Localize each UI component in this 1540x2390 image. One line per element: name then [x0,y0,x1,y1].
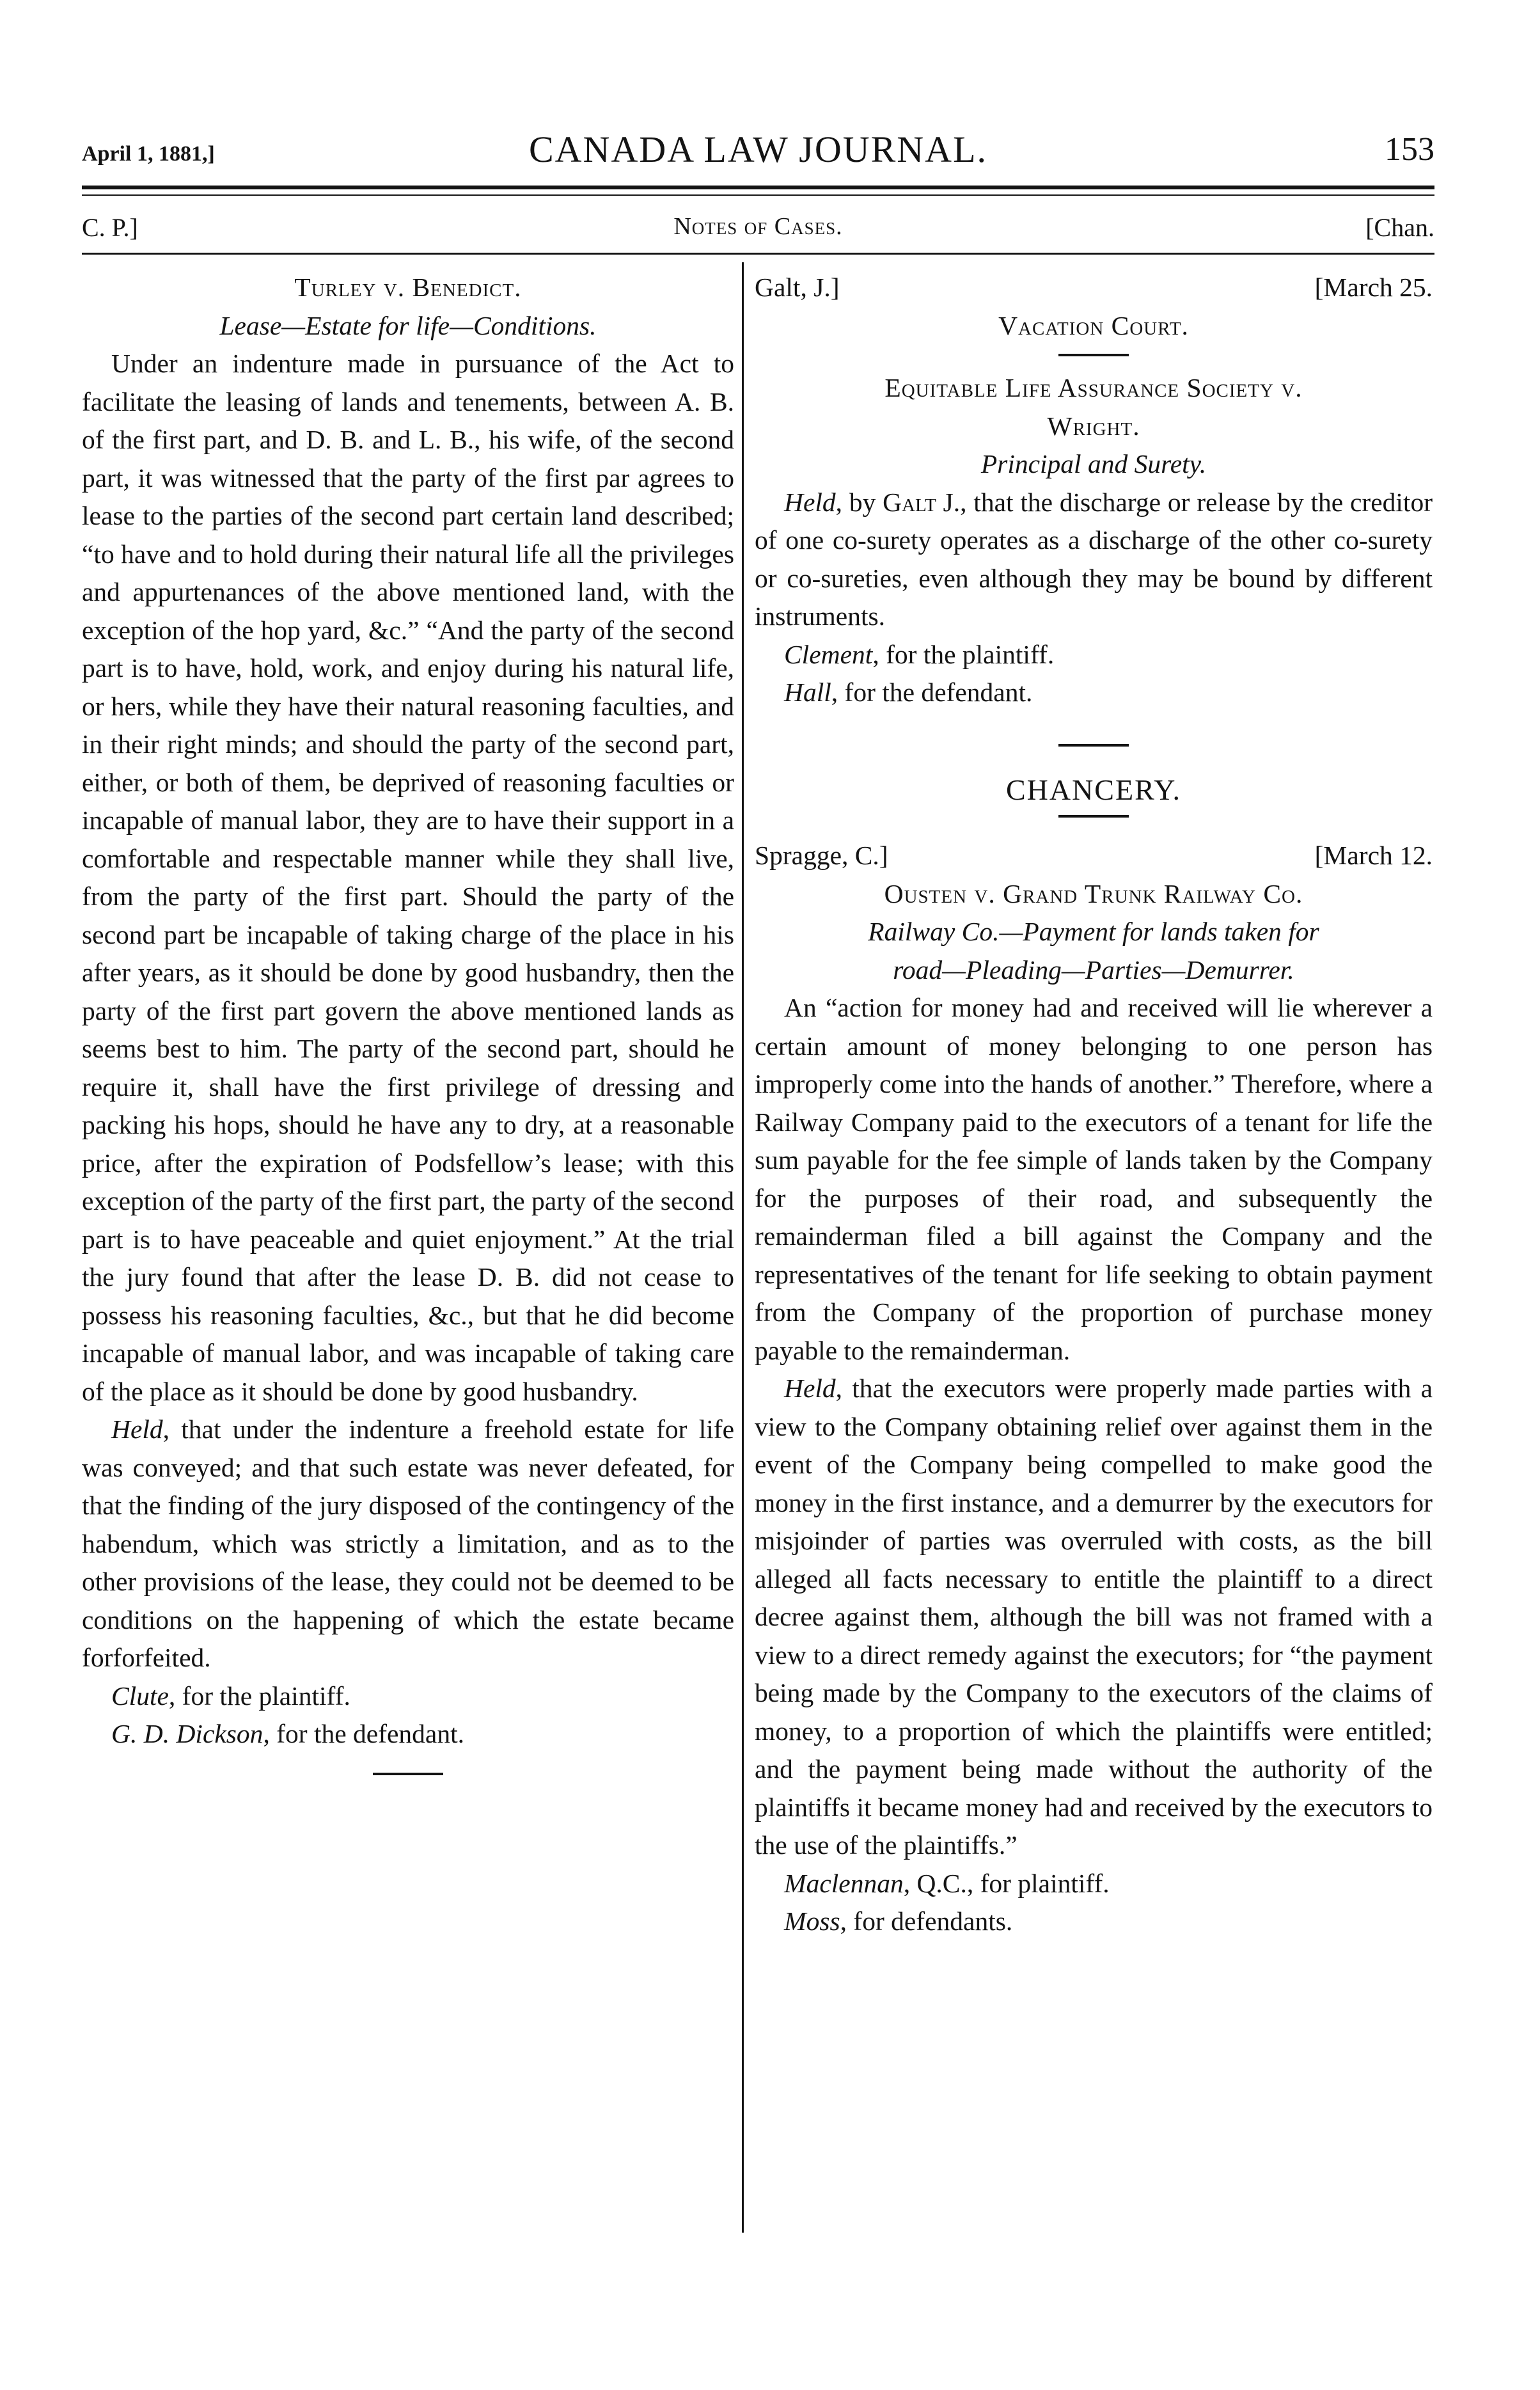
counsel-role: , for the plaintiff. [872,639,1055,669]
case-facts-paragraph: An “action for money had and received will lie wherever a certain amount of money belonging to one person has improperly come into the hands of another.” Therefore, where a Railway Company paid to the executors of a tenant for life the sum payable for the fee simple of lands taken by the Company for the purposes of their road, and subsequently the remainderman filed a bill against the Company and the representatives of the tenant for life seeking to obtain payment from the Company of the proportion of purchase money payable to the remainderman. [755,993,1433,1365]
judge-date-line [755,269,1433,307]
counsel-role: , for the plaintiff. [168,1681,350,1711]
held-word: Held [784,487,836,517]
right-column [755,269,1433,1941]
counsel-role: , for defendants. [840,1906,1013,1936]
column-divider [742,262,744,2233]
counsel-defendant [755,674,1433,712]
section-header [82,206,1434,244]
division-heading: CHANCERY. [1005,773,1182,806]
held-word: Held [111,1414,163,1444]
judge-name: Spragge, C.] [755,841,888,870]
header-rule-thin [82,194,1434,196]
counsel-plaintiff [82,1677,734,1716]
running-header [82,128,1434,179]
held-by: , by [835,487,883,517]
counsel-defendant [82,1715,734,1753]
case-title: Turley v. Benedict. [294,273,522,302]
counsel-name: Maclennan [784,1868,904,1898]
held-word: Held [784,1373,836,1403]
case-facts-paragraph: Under an indenture made in pursuance of the Act to facilitate the leasing of lands and tenements, between A. B. of the first part, and D. B. and L. B., his wife, of the second part, it was witnessed that the party of the first par agrees to lease to the parties of the second part certain land described; “to have and to hold during their natural life all the privileges and appurtenances of the above mentioned land, with the exception of the hop yard, &c.” “And the party of the second part is to have, hold, work, and enjoy during his natural life, or hers, while they have their natural reasoning faculties, and in their right minds; and should the party of the second part, either, or both of them, be deprived of reasoning faculties or incapable of manual labor, they are to have their support in a comfortable and respectable manner while they shall live, from the party of the first part. Should the party of the second part be incapable of taking charge of the place in his after years, as it should be done by good husbandry, then the party of the first part govern the above mentioned lands as seems best to him. The party of the second part, should he require it, shall have the first privilege of dressing and packing his hops, should he have any to dry, at a reasonable price, after the expiration of Podsfellow’s lease; with this exception of the party of the first part, the party of the second part is to have peaceable and quiet enjoyment.” At the trial the jury found that after the lease D. B. did not cease to possess his reasoning faculties, &c., but that he did become incapable of manual labor, and was incapable of taking care of the place as it should be done by good husbandry. [82,349,734,1406]
case-holding-paragraph [755,484,1433,636]
held-judge: Galt [883,487,936,517]
counsel-name: Clute [111,1681,169,1711]
counsel-name: Clement [784,639,873,669]
page-number: 153 [1385,131,1434,168]
counsel-name: G. D. Dickson [111,1719,263,1748]
court-separator [1058,354,1129,356]
case-holding-paragraph [755,1370,1433,1865]
journal-title: CANADA LAW JOURNAL. [528,129,987,170]
issue-date: April 1, 1881,] [82,142,215,166]
case-title: Equitable Life Assurance Society v. [884,373,1303,402]
section-left-label: C. P.] [82,213,138,242]
judge-date-line [755,837,1433,875]
held-text: J., that the discharge or release by the creditor of one co-surety operates as a discharge of the other co-surety or co-sureties, even although they may be bound by different instruments. [755,487,1433,631]
counsel-plaintiff [755,1865,1433,1903]
case-title: Ousten v. Grand Trunk Railway Co. [884,878,1303,908]
case-date: [March 25. [1314,273,1433,302]
header-rule-thick [82,186,1434,189]
case-holding-paragraph [82,1411,734,1677]
counsel-role: , for the defendant. [831,677,1033,707]
case-subject-continued: road—Pleading—Parties—Demurrer. [893,954,1294,985]
case-date: [March 12. [1314,841,1433,870]
section-rule [82,253,1434,255]
case-subject: Lease—Estate for life—Conditions. [219,310,597,340]
case-subject: Railway Co.—Payment for lands taken for [868,917,1319,946]
case-subject: Principal and Surety. [980,449,1207,479]
counsel-plaintiff [755,636,1433,674]
held-text: , that under the indenture a freehold estate for life was conveyed; and that such estate was never defeated, for that the finding of the jury disposed of the contingency of the habendum, which was strictly a limitation, and as to the other provisions of the lease, they could not be deemed to be conditions on the happening of which the estate became forforfeited. [82,1414,734,1672]
case-title-continued: Wright. [1047,411,1140,441]
counsel-name: Moss [784,1906,840,1936]
judge-name: Galt, J.] [755,273,840,302]
case-separator [373,1773,443,1775]
counsel-role: , Q.C., for plaintiff. [903,1868,1110,1898]
left-column [82,269,734,1794]
section-right-label: [Chan. [1365,213,1434,242]
counsel-name: Hall [784,677,831,707]
held-text: , that the executors were properly made parties with a view to the Company obtaining relief over against them in the event of the Company being compelled to make good the money in the first instance, and a demurrer by the executors for misjoinder of parties was overruled with costs, as the bill alleged all facts necessary to entitle the plaintiff to a direct decree against them, although the bill was not framed with a view to a direct remedy against the executors; for “the payment being made by the Company to the executors of the claims of money, to a proportion of which the plaintiffs were entitled; and the payment being made without the authority of the plaintiffs it became money had and received by the executors to the use of the plaintiffs.” [755,1373,1433,1860]
case-separator [1058,744,1129,747]
court-name: Vacation Court. [998,310,1189,340]
counsel-defendant [755,1903,1433,1941]
counsel-role: , for the defendant. [263,1719,465,1748]
section-title: Notes of Cases. [673,213,843,240]
division-separator [1058,815,1129,818]
